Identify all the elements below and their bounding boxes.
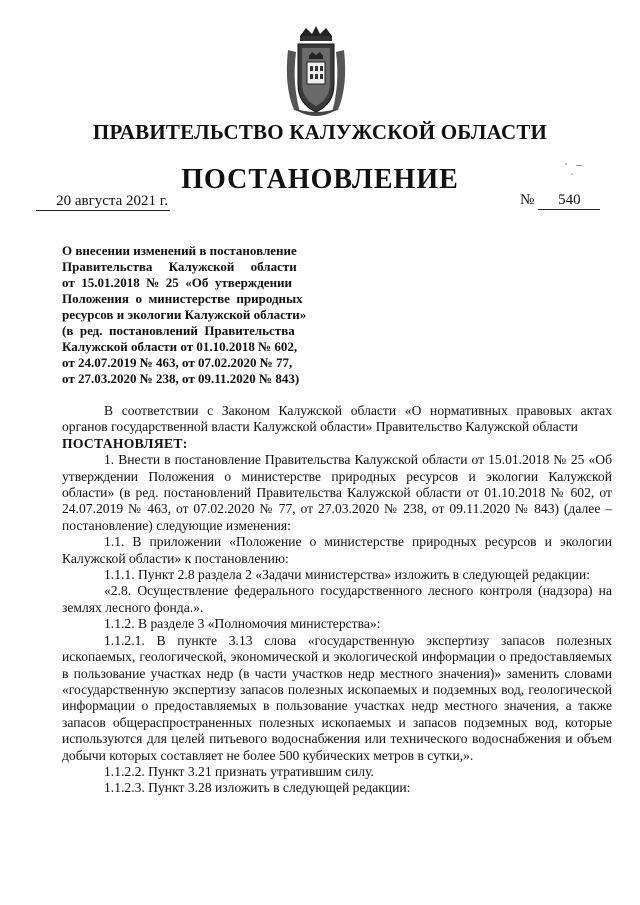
- number-label: №: [520, 192, 535, 208]
- subject-line: ресурсов и экологии Калужской области»: [62, 307, 307, 322]
- item-2-8-text: «2.8. Осуществление федерального государственного лесного контроля (надзора) на землях лесного фонда.».: [62, 583, 612, 615]
- item-1-1-1: 1.1.1. Пункт 2.8 раздела 2 «Задачи министерства» изложить в следующей редакции:: [104, 567, 591, 583]
- subject-line: от 24.07.2019 № 463, от 07.02.2020 № 77,: [62, 355, 293, 370]
- item-1-1: 1.1. В приложении «Положение о министерстве природных ресурсов и экологии Калужской области» к постановлению:: [62, 534, 612, 566]
- resolves-heading: ПОСТАНОВЛЯЕТ:: [62, 435, 188, 451]
- item-1-1-2-2: 1.1.2.2. Пункт 3.21 признать утратившим силу.: [104, 763, 374, 779]
- item-1-1-2: 1.1.2. В разделе 3 «Полномочия министерства»:: [104, 616, 381, 632]
- subject-line: Правительства Калужской области: [62, 259, 297, 274]
- intro-paragraph: В соответствии с Законом Калужской области «О нормативных правовых актах органов государственной власти Калужской области» Правительство Калужской области: [62, 403, 612, 435]
- subject-line: (в ред. постановлений Правительства: [62, 323, 295, 338]
- subject-line: Положения о министерстве природных: [62, 291, 303, 306]
- decree-subject: [62, 243, 328, 387]
- document-type-title: ПОСТАНОВЛЕНИЕ: [181, 164, 459, 195]
- decree-number-field: [520, 192, 600, 210]
- subject-line: от 27.03.2020 № 238, от 09.11.2020 № 843): [62, 371, 300, 386]
- subject-line: от 15.01.2018 № 25 «Об утверждении: [62, 275, 293, 290]
- item-1-1-2-1: 1.1.2.1. В пункте 3.13 слова «государственную экспертизу запасов полезных ископаемых, геологической, экономической и экологической информации о предоставляемых в пользование участках недр (в части участков недр местного значения)» заменить словами «государственную экспертизу запасов полезных ископаемых и подземных вод, геологической информации о предоставляемых в пользование участках недр местного значения, а также запасов общераспространенных полезных ископаемых и запасов подземных вод, которые используются для целей питьевого водоснабжения или технического водоснабжения и объем добычи которых составляет не более 500 кубических метров в сутки,».: [62, 632, 612, 763]
- item-1: 1. Внести в постановление Правительства Калужской области от 15.01.2018 № 25 «Об утверждении Положения о министерстве природных ресурсов и экологии Калужской области» (в ред. постановлений Правительства Калужской области от 01.10.2018 № 602, от 24.07.2019 № 463, от 07.02.2020 № 77, от 27.03.2020 № 238, от 09.11.2020 № 843) (далее – постановление) следующие изменения:: [62, 452, 612, 533]
- item-1-1-2-3: 1.1.2.3. Пункт 3.28 изложить в следующей редакции:: [104, 780, 411, 796]
- decree-date: 20 августа 2021 г.: [36, 193, 170, 211]
- coat-of-arms-icon: [280, 26, 352, 118]
- subject-line: О внесении изменений в постановление: [62, 243, 297, 258]
- government-title: ПРАВИТЕЛЬСТВО КАЛУЖСКОЙ ОБЛАСТИ: [92, 120, 548, 144]
- decree-body: [62, 403, 612, 797]
- decree-number: 540: [538, 192, 600, 210]
- subject-line: Калужской области от 01.10.2018 № 602,: [62, 339, 298, 354]
